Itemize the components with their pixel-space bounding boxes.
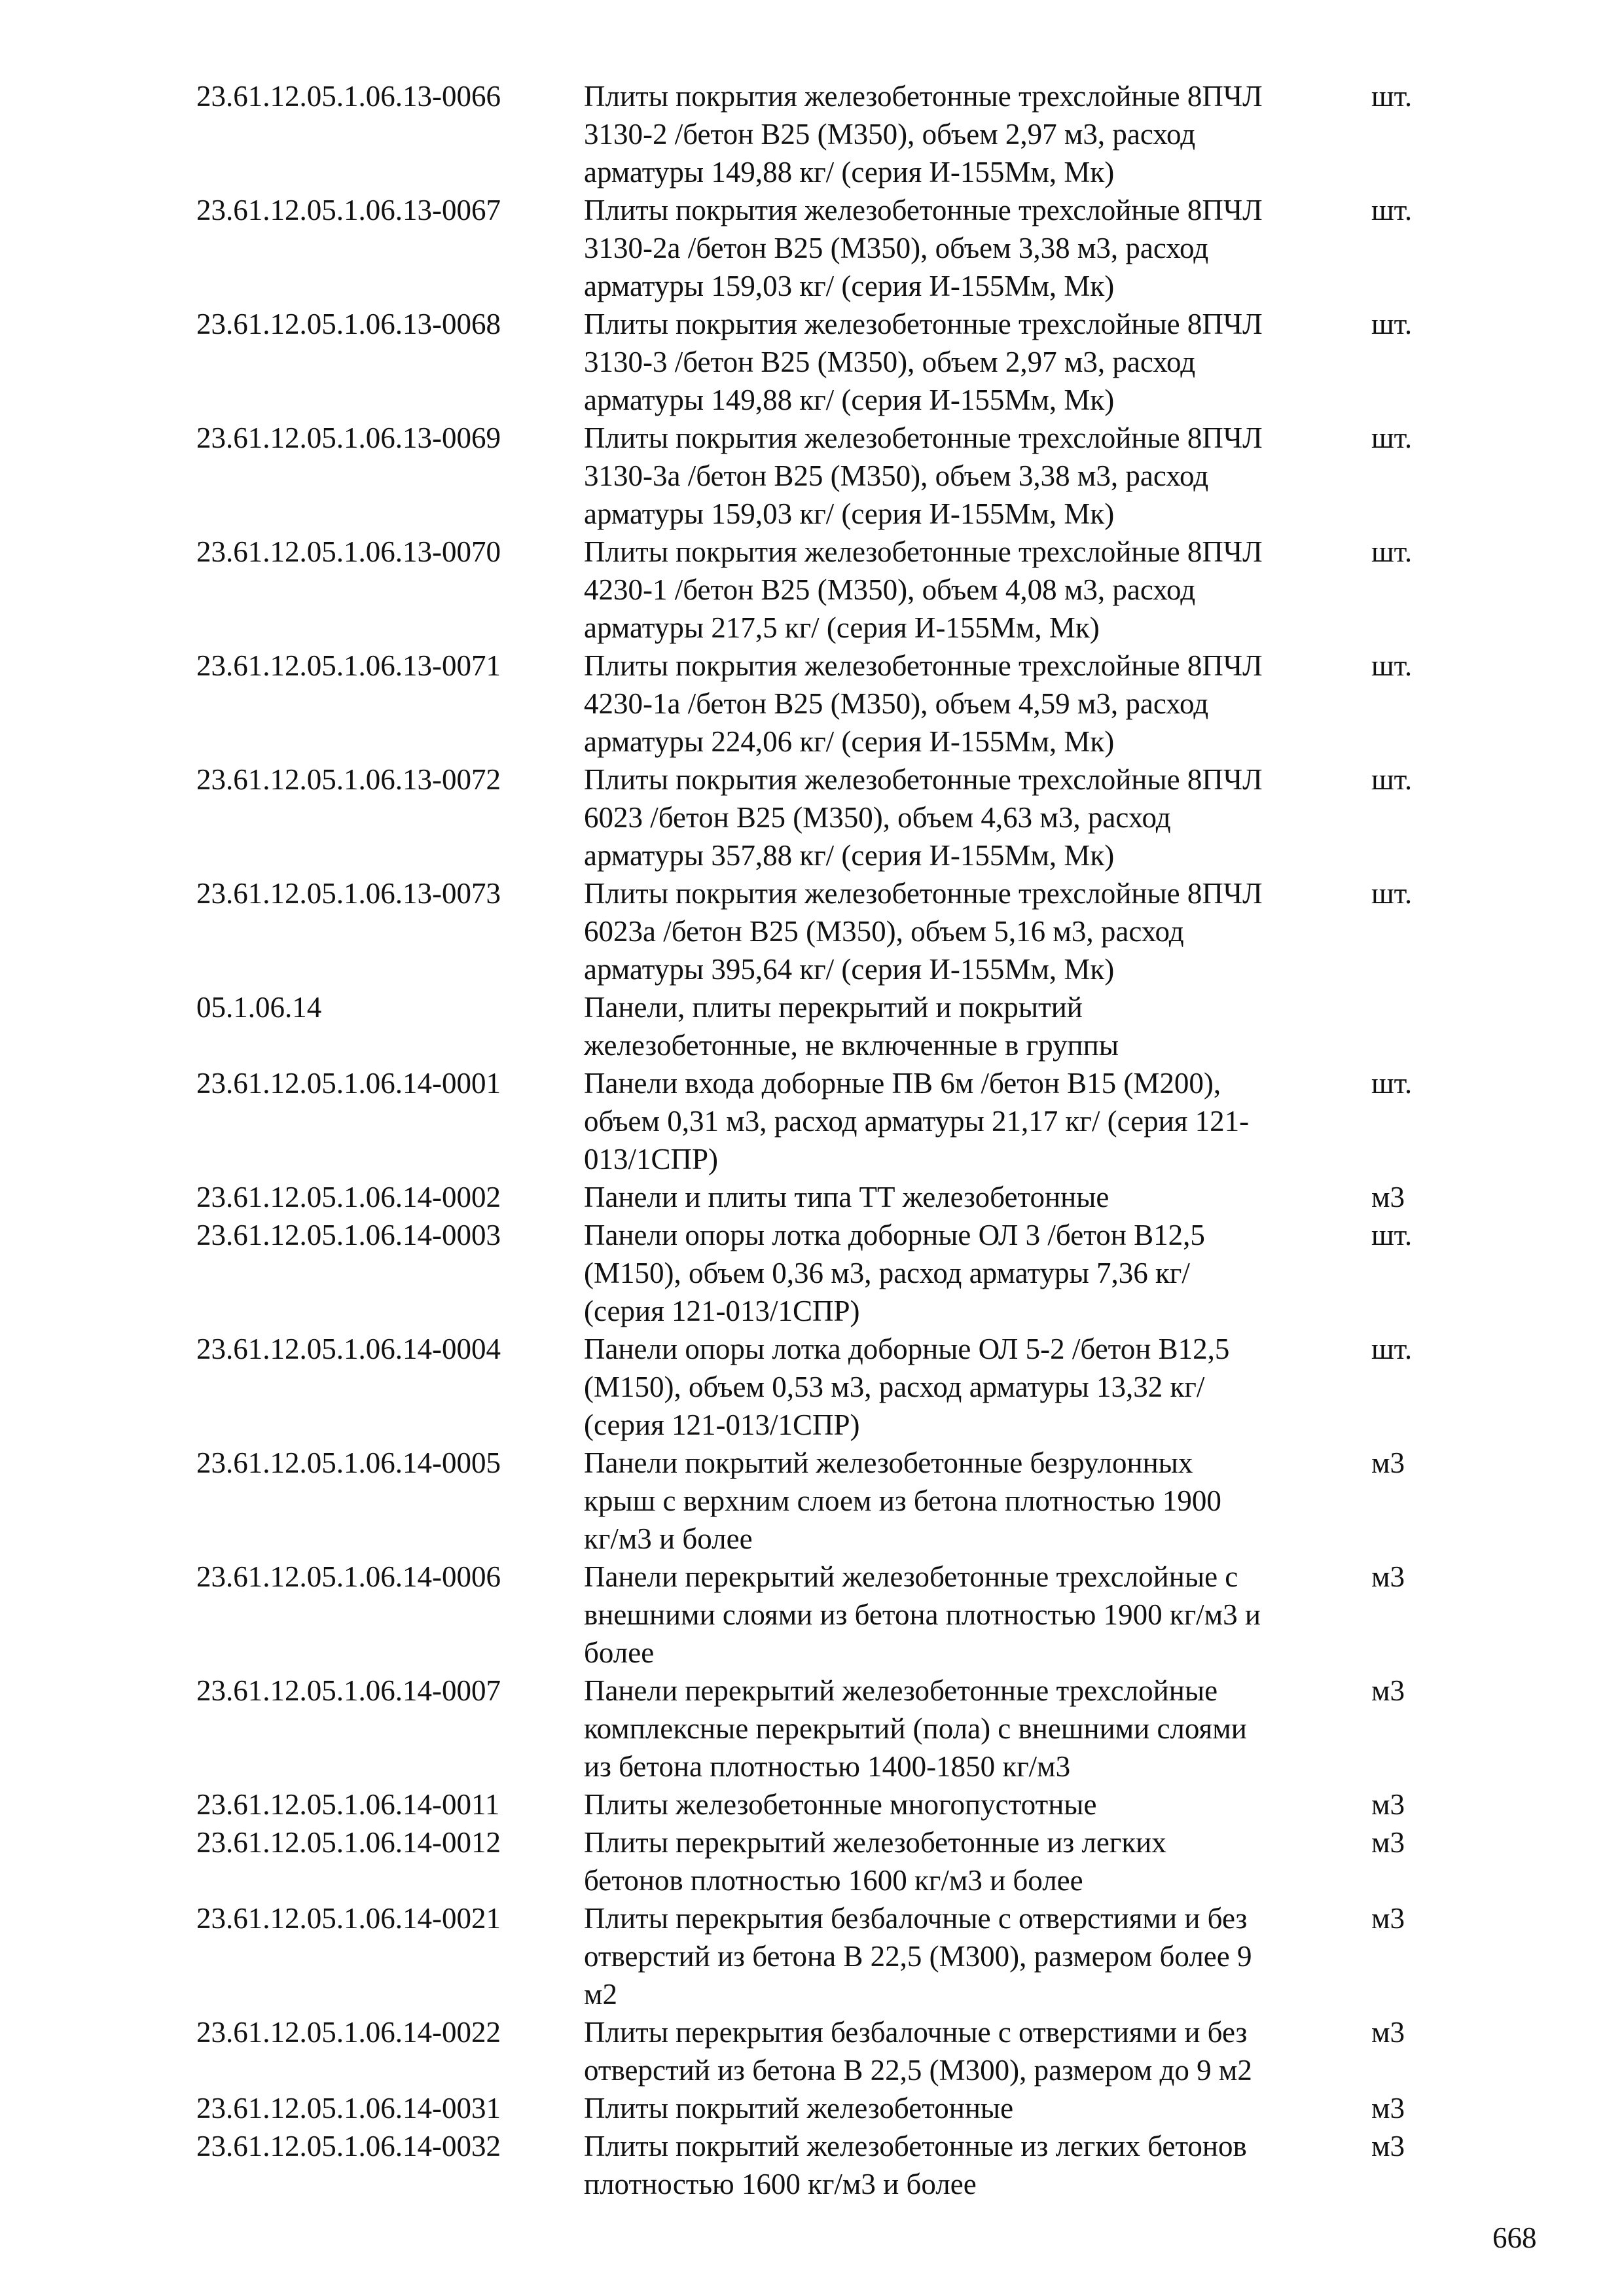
item-code: 23.61.12.05.1.06.14-0001 [196,1067,501,1100]
page-number: 668 [1492,2221,1537,2254]
description-line: Плиты покрытий железобетонные [584,2092,1014,2125]
item-unit: м3 [1371,1560,1405,1593]
item-code: 23.61.12.05.1.06.14-0011 [196,1788,500,1821]
item-code: 23.61.12.05.1.06.14-0032 [196,2130,501,2162]
description-line: м2 [584,1978,617,2011]
item-code: 23.61.12.05.1.06.13-0073 [196,877,501,910]
item-unit: м3 [1371,1674,1405,1707]
description-line: Плиты перекрытия безбалочные с отверстиями и без [584,2016,1248,2049]
description-line: Плиты покрытия железобетонные трехслойные 8ПЧЛ [584,877,1263,910]
table-row [196,2089,1427,2127]
item-unit: м3 [1371,1826,1405,1859]
item-description [584,1064,1356,1178]
description-line: 4230-1а /бетон B25 (М350), объем 4,59 м3, расход [584,687,1209,720]
table-row [196,1064,1427,1178]
item-unit: м3 [1371,2016,1405,2049]
item-description [584,761,1356,874]
description-line: арматуры 159,03 кг/ (серия И-155Мм, Мк) [584,270,1115,302]
item-unit: м3 [1371,1181,1405,1213]
description-line: Плиты покрытия железобетонные трехслойные 8ПЧЛ [584,763,1263,796]
table-row [196,1558,1427,1672]
table-row [196,647,1427,761]
description-line: 6023 /бетон B25 (М350), объем 4,63 м3, расход [584,801,1171,834]
table-row [196,533,1427,647]
description-line: 6023а /бетон B25 (М350), объем 5,16 м3, расход [584,915,1184,948]
table-row [196,1672,1427,1785]
description-line: 3130-3 /бетон B25 (М350), объем 2,97 м3, расход [584,346,1196,378]
item-description [584,874,1356,988]
description-line: Плиты железобетонные многопустотные [584,1788,1097,1821]
description-line: Плиты перекрытия безбалочные с отверстиями и без [584,1902,1248,1935]
description-line: арматуры 357,88 кг/ (серия И-155Мм, Мк) [584,839,1115,872]
description-line: отверстий из бетона В 22,5 (М300), размером до 9 м2 [584,2054,1252,2087]
description-line: внешними слоями из бетона плотностью 1900 кг/м3 и [584,1598,1261,1631]
item-code: 23.61.12.05.1.06.13-0067 [196,194,501,226]
description-line: Плиты покрытия железобетонные трехслойные 8ПЧЛ [584,80,1263,113]
description-line: из бетона плотностью 1400-1850 кг/м3 [584,1750,1071,1783]
description-line: плотностью 1600 кг/м3 и более [584,2168,977,2200]
description-line: Плиты покрытия железобетонные трехслойные 8ПЧЛ [584,422,1263,454]
item-description [584,305,1356,419]
description-line: (серия 121-013/1СПР) [584,1408,860,1441]
item-unit: м3 [1371,1446,1405,1479]
item-unit: шт. [1371,1067,1413,1100]
item-unit: м3 [1371,1902,1405,1935]
item-unit: шт. [1371,1333,1413,1365]
item-unit: м3 [1371,1788,1405,1821]
description-line: железобетонные, не включенные в группы [584,1029,1119,1062]
item-code: 23.61.12.05.1.06.13-0070 [196,535,501,568]
description-line: Плиты покрытия железобетонные трехслойные 8ПЧЛ [584,308,1263,340]
description-line: комплексные перекрытий (пола) с внешними слоями [584,1712,1247,1745]
item-description [584,2013,1356,2089]
description-line: Панели перекрытий железобетонные трехслойные [584,1674,1218,1707]
description-line: арматуры 159,03 кг/ (серия И-155Мм, Мк) [584,497,1115,530]
price-list-table [196,77,1427,2203]
item-code: 23.61.12.05.1.06.13-0066 [196,80,501,113]
item-description [584,2089,1356,2127]
item-unit: шт. [1371,194,1413,226]
description-line: Плиты покрытия железобетонные трехслойные 8ПЧЛ [584,535,1263,568]
description-line: Панели, плиты перекрытий и покрытий [584,991,1083,1024]
item-description [584,1178,1356,1216]
item-code: 23.61.12.05.1.06.14-0005 [196,1446,501,1479]
description-line: Панели и плиты типа ТТ железобетонные [584,1181,1110,1213]
item-description [584,1444,1356,1558]
description-line: Плиты покрытий железобетонные из легких бетонов [584,2130,1247,2162]
table-row [196,1330,1427,1444]
item-unit: шт. [1371,80,1413,113]
item-code: 23.61.12.05.1.06.14-0002 [196,1181,501,1213]
table-row [196,305,1427,419]
description-line: Плиты перекрытий железобетонные из легких [584,1826,1166,1859]
item-unit: шт. [1371,308,1413,340]
description-line: Панели покрытий железобетонные безрулонных [584,1446,1193,1479]
description-line: крыш с верхним слоем из бетона плотностью 1900 [584,1484,1221,1517]
description-line: (серия 121-013/1СПР) [584,1295,860,1327]
description-line: кг/м3 и более [584,1522,753,1555]
description-line: Плиты покрытия железобетонные трехслойные 8ПЧЛ [584,194,1263,226]
item-unit: м3 [1371,2092,1405,2125]
item-unit: шт. [1371,422,1413,454]
item-code: 23.61.12.05.1.06.14-0003 [196,1219,501,1251]
description-line: Панели опоры лотка доборные ОЛ 3 /бетон B12,5 [584,1219,1205,1251]
table-row [196,761,1427,874]
description-line: Панели опоры лотка доборные ОЛ 5-2 /бетон B12,5 [584,1333,1230,1365]
description-line: арматуры 149,88 кг/ (серия И-155Мм, Мк) [584,384,1115,416]
item-code: 23.61.12.05.1.06.13-0072 [196,763,501,796]
item-unit: м3 [1371,2130,1405,2162]
item-description [584,647,1356,761]
description-line: 3130-2а /бетон B25 (М350), объем 3,38 м3, расход [584,232,1209,264]
item-unit: шт. [1371,649,1413,682]
item-description [584,1216,1356,1330]
description-line: 4230-1 /бетон B25 (М350), объем 4,08 м3, расход [584,573,1196,606]
item-code: 23.61.12.05.1.06.13-0068 [196,308,501,340]
table-row [196,988,1427,1064]
description-line: Панели входа доборные ПВ 6м /бетон B15 (М200), [584,1067,1221,1100]
description-line: арматуры 224,06 кг/ (серия И-155Мм, Мк) [584,725,1115,758]
item-code: 23.61.12.05.1.06.14-0021 [196,1902,501,1935]
table-row [196,419,1427,533]
table-row [196,77,1427,191]
item-code: 23.61.12.05.1.06.14-0022 [196,2016,501,2049]
item-description [584,1785,1356,1823]
item-code: 23.61.12.05.1.06.14-0031 [196,2092,501,2125]
description-line: арматуры 149,88 кг/ (серия И-155Мм, Мк) [584,156,1115,188]
table-row [196,1785,1427,1823]
table-row [196,191,1427,305]
item-description [584,1558,1356,1672]
description-line: арматуры 217,5 кг/ (серия И-155Мм, Мк) [584,611,1100,644]
item-code: 23.61.12.05.1.06.13-0069 [196,422,501,454]
table-row [196,2127,1427,2203]
description-line: бетонов плотностью 1600 кг/м3 и более [584,1864,1083,1897]
item-unit: шт. [1371,1219,1413,1251]
item-unit: шт. [1371,535,1413,568]
description-line: объем 0,31 м3, расход арматуры 21,17 кг/ (серия 121- [584,1105,1250,1138]
item-code: 05.1.06.14 [196,991,322,1024]
table-row [196,1899,1427,2013]
item-unit: шт. [1371,877,1413,910]
description-line: 3130-2 /бетон B25 (М350), объем 2,97 м3, расход [584,118,1196,151]
item-code: 23.61.12.05.1.06.14-0012 [196,1826,501,1859]
item-description [584,1330,1356,1444]
description-line: арматуры 395,64 кг/ (серия И-155Мм, Мк) [584,953,1115,986]
item-description [584,2127,1356,2203]
table-row [196,1823,1427,1899]
item-description [584,77,1356,191]
description-line: более [584,1636,655,1669]
item-description [584,988,1356,1064]
description-line: (М150), объем 0,36 м3, расход арматуры 7,36 кг/ [584,1257,1190,1289]
table-row [196,2013,1427,2089]
item-code: 23.61.12.05.1.06.14-0007 [196,1674,501,1707]
description-line: Панели перекрытий железобетонные трехслойные с [584,1560,1238,1593]
item-code: 23.61.12.05.1.06.14-0006 [196,1560,501,1593]
description-line: (М150), объем 0,53 м3, расход арматуры 13,32 кг/ [584,1371,1205,1403]
table-row [196,1216,1427,1330]
item-description [584,1899,1356,2013]
item-code: 23.61.12.05.1.06.13-0071 [196,649,501,682]
item-unit: шт. [1371,763,1413,796]
description-line: 3130-3а /бетон B25 (М350), объем 3,38 м3, расход [584,459,1209,492]
description-line: Плиты покрытия железобетонные трехслойные 8ПЧЛ [584,649,1263,682]
description-line: отверстий из бетона В 22,5 (М300), размером более 9 [584,1940,1252,1973]
table-row [196,874,1427,988]
description-line: 013/1СПР) [584,1143,719,1175]
table-row [196,1444,1427,1558]
table-row [196,1178,1427,1216]
item-code: 23.61.12.05.1.06.14-0004 [196,1333,501,1365]
item-description [584,533,1356,647]
item-description [584,419,1356,533]
item-description [584,191,1356,305]
item-description [584,1823,1356,1899]
item-description [584,1672,1356,1785]
